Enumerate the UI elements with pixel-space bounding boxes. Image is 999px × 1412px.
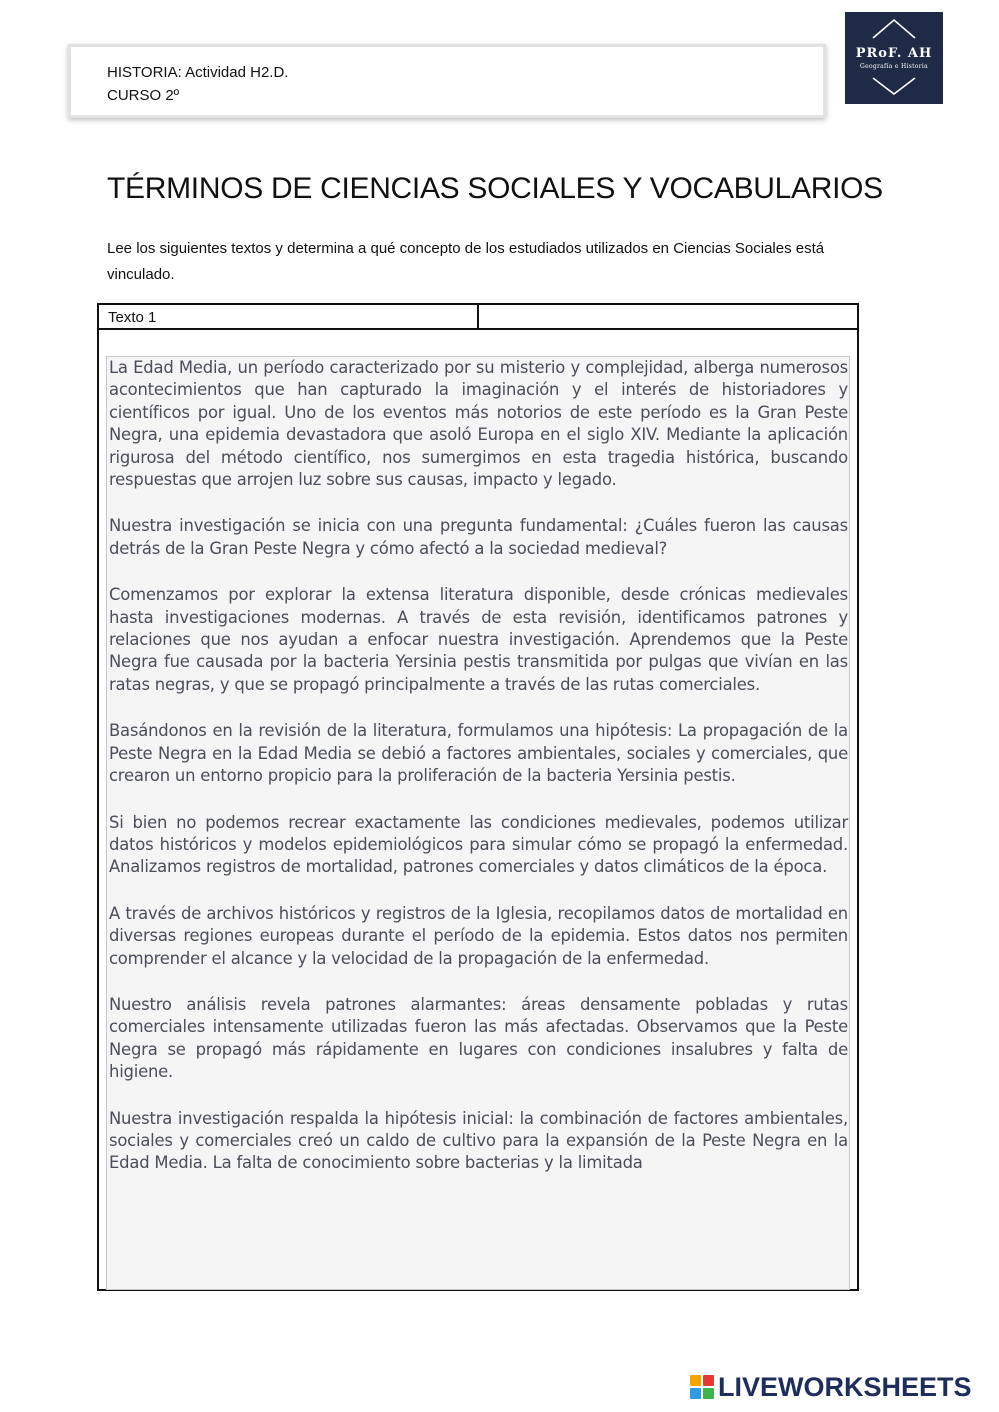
instructions: Lee los siguientes textos y determina a qué concepto de los estudiados utilizados en Ciencias Sociales está vinculado.: [107, 240, 825, 283]
liveworksheets-wordmark: LIVEWORKSHEETS: [718, 1372, 972, 1402]
subject-activity: HISTORIA: Actividad H2.D.: [107, 64, 289, 81]
text-paragraph: Nuestra investigación se inicia con una pregunta fundamental: ¿Cuáles fueron las causas detrás de la Gran Peste Negra y cómo afectó a la sociedad medieval?: [109, 516, 848, 558]
text-paragraph: Comenzamos por explorar la extensa literatura disponible, desde crónicas medievales hasta investigaciones modernas. A través de esta revisión, identificamos patrones y relaciones que nos ayudan a enfocar nuestra investigación. Aprendemos que la Peste Negra fue causada por la bacteria Yersinia pestis transmitida por pulgas que vivían en las ratas negras, y que se propagó principalmente a través de las rutas comerciales.: [109, 585, 848, 694]
reading-text-box[interactable]: [106, 356, 850, 1290]
text-paragraph: A través de archivos históricos y registros de la Iglesia, recopilamos datos de mortalidad en diversas regiones europeas durante el período de la epidemia. Estos datos nos permiten comprender el alcance y la velocidad de la propagación de la enfermedad.: [109, 903, 848, 968]
answer-row: [99, 305, 857, 330]
text-paragraph: Basándonos en la revisión de la literatura, formulamos una hipótesis: La propagación de la Peste Negra en la Edad Media se debió a factores ambientales, sociales y comerciales, que crearon un entorno propicio para la proliferación de la bacteria Yersinia pestis.: [109, 721, 848, 786]
logo-brand: PRoF. AH: [855, 46, 933, 61]
text-paragraph: Nuestro análisis revela patrones alarmantes: áreas densamente pobladas y rutas comerciales intensamente utilizadas fueron las más afectadas. Observamos que la Peste Negra se propagó más rápidamente en lugares con condiciones insalubres y falta de higiene.: [109, 994, 848, 1082]
exercise-table: [97, 303, 859, 1291]
course-label: CURSO 2º: [107, 87, 180, 104]
worksheet-header: [68, 44, 826, 118]
text-paragraph: La Edad Media, un período caracterizado por su misterio y complejidad, alberga numerosos acontecimientos que han capturado la imaginación y el interés de historiadores y científicos por igual. Uno de los eventos más notorios de este período es la Gran Peste Negra, una epidemia devastadora que asoló Europa en el siglo XIV. Mediante la aplicación rigurosa del método científico, nos sumergimos en esta tragedia histórica, buscando respuestas que arrojen luz sobre sus causas, impacto y legado.: [109, 358, 848, 490]
liveworksheets-logo: [690, 1372, 990, 1402]
text-label: Texto 1: [99, 305, 479, 328]
answer-input[interactable]: [480, 305, 857, 328]
logo-subtitle: Geografía e Historia: [860, 63, 928, 70]
text-paragraph: Nuestra investigación respalda la hipótesis inicial: la combinación de factores ambientales, sociales y comerciales creó un caldo de cultivo para la expansión de la Peste Negra en la Edad Media. La falta de conocimiento sobre bacterias y la limitada: [109, 1108, 848, 1173]
liveworksheets-mark-icon: [690, 1375, 714, 1399]
author-logo: [845, 12, 943, 104]
text-paragraph: Si bien no podemos recrear exactamente las condiciones medievales, podemos utilizar datos históricos y modelos epidemiológicos para simular cómo se propagó la enfermedad. Analizamos registros de mortalidad, patrones comerciales y datos climáticos de la época.: [109, 812, 848, 877]
page-title: TÉRMINOS DE CIENCIAS SOCIALES Y VOCABULARIOS: [107, 172, 883, 205]
